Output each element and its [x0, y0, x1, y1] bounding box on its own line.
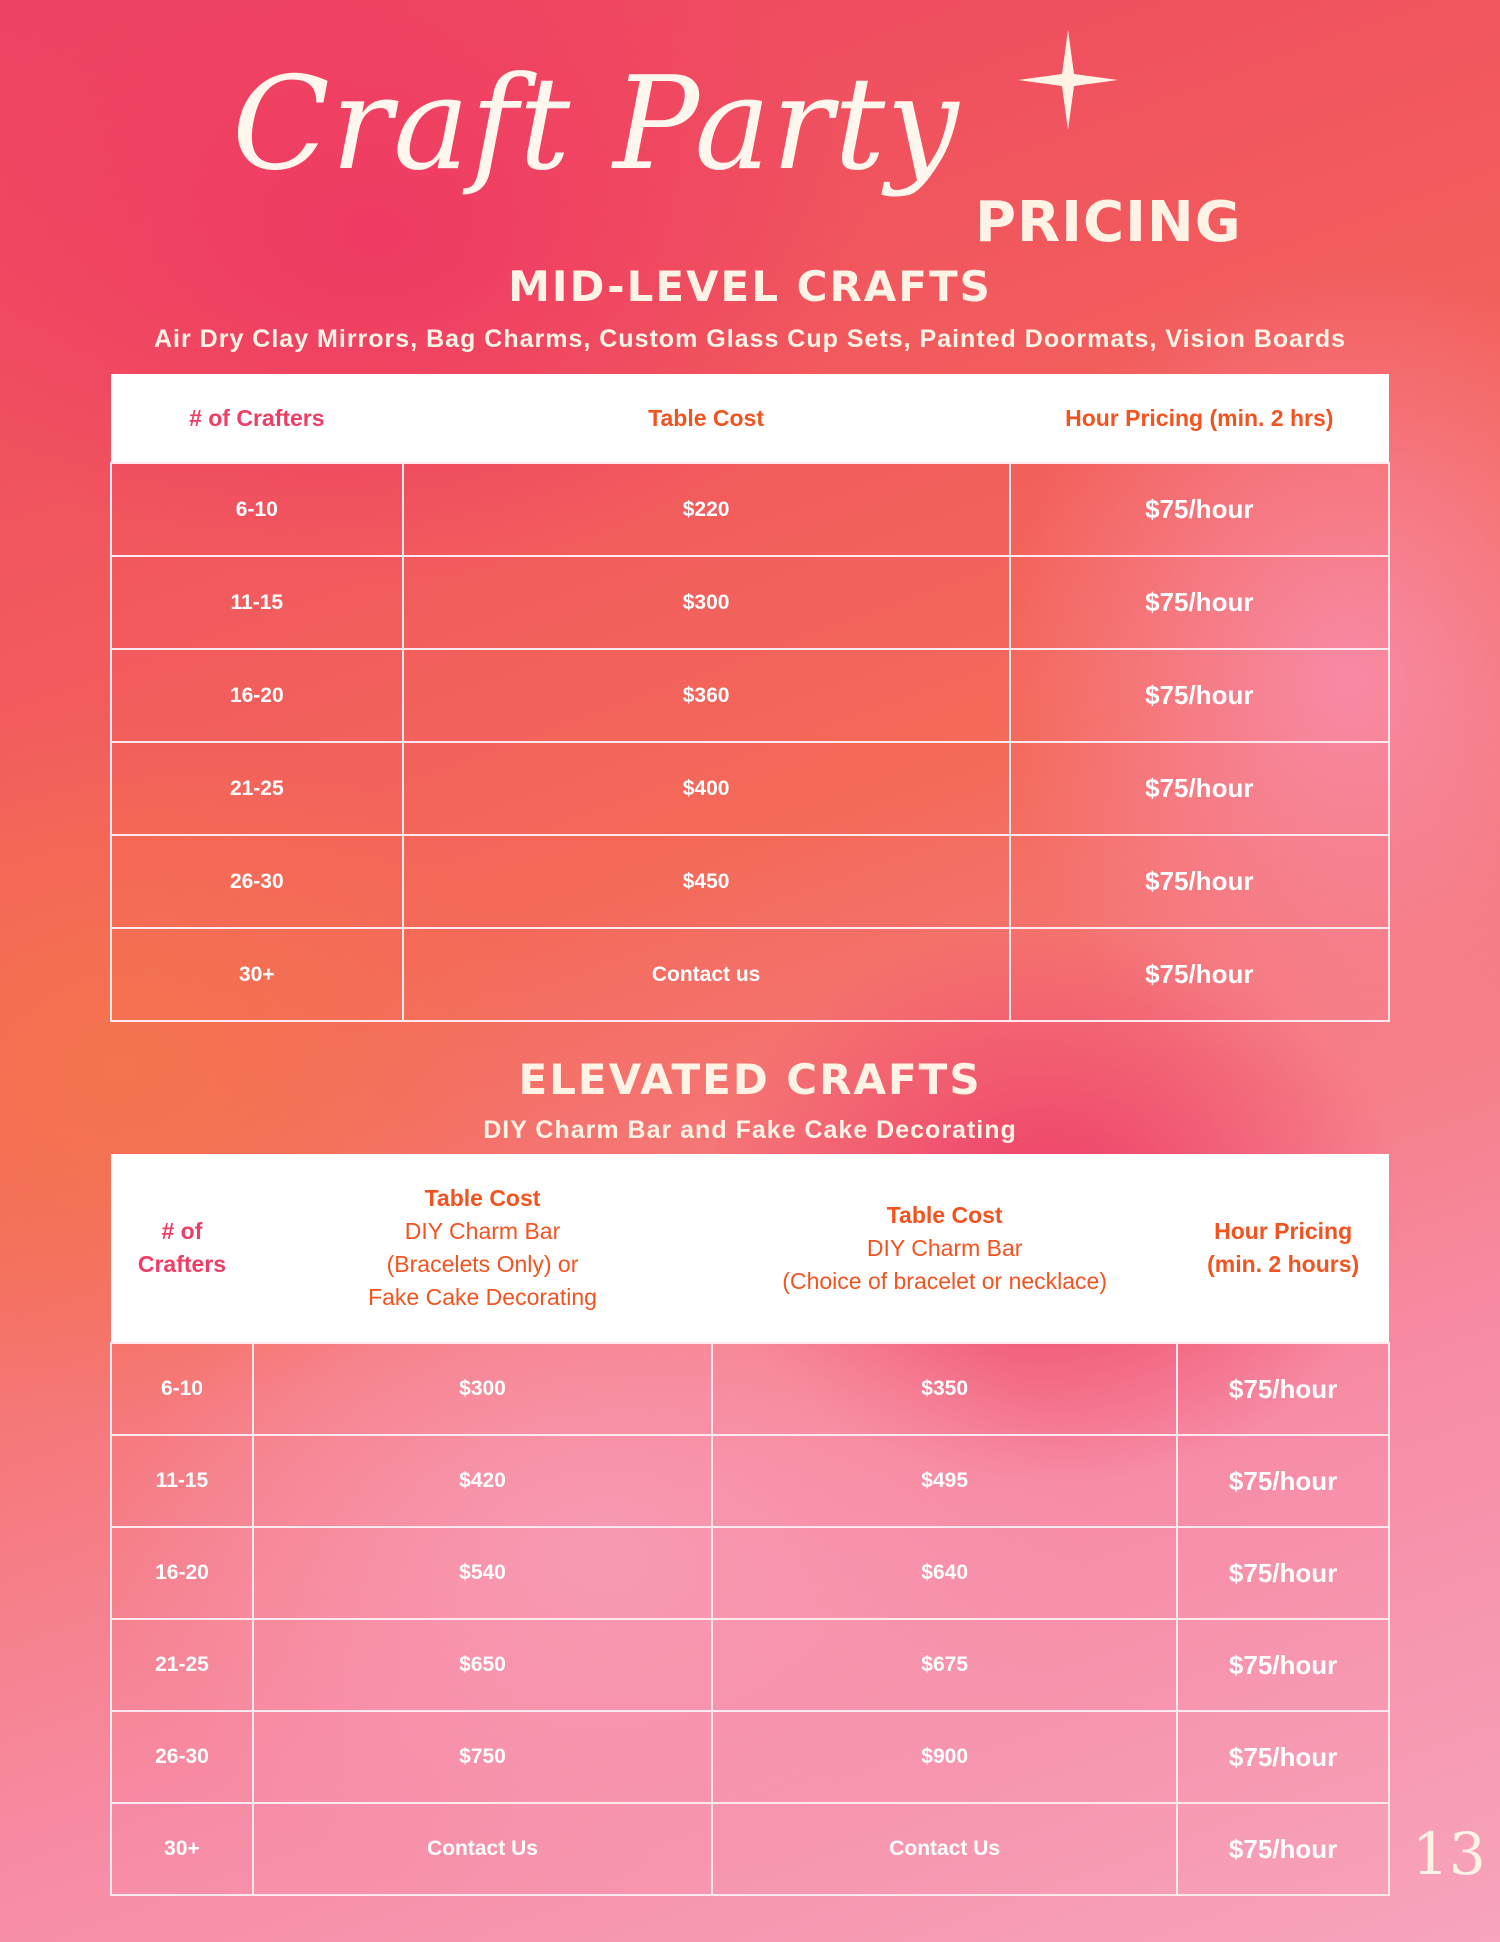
table-cost-bracelets-cell: Contact Us — [253, 1803, 712, 1895]
table-cost-cell: Contact us — [403, 928, 1010, 1021]
crafters-cell: 30+ — [111, 928, 403, 1021]
hour-pricing-cell: $75/hour — [1177, 1711, 1389, 1803]
column-header-line: DIY Charm Bar — [404, 1218, 561, 1244]
column-header-line: (Choice of bracelet or necklace) — [782, 1267, 1108, 1294]
table-cost-cell: $360 — [403, 649, 1010, 742]
column-header-line: (Bracelets Only) or — [386, 1251, 579, 1277]
table-row — [111, 649, 1389, 742]
crafters-cell: 30+ — [111, 1803, 253, 1895]
column-header-crafters — [111, 1154, 253, 1343]
table-cost-cell: $400 — [403, 742, 1010, 835]
hour-pricing-cell: $75/hour — [1010, 742, 1389, 835]
mid-level-title: MID-LEVEL CRAFTS — [508, 262, 992, 311]
column-header-table-cost-bracelets — [253, 1154, 712, 1343]
table-row — [111, 1343, 1389, 1435]
mid-level-pricing-table — [110, 374, 1390, 1022]
table-cost-cell: $450 — [403, 835, 1010, 928]
table-cost-choice-cell: $675 — [712, 1619, 1177, 1711]
hour-pricing-cell: $75/hour — [1010, 463, 1389, 556]
table-row — [111, 463, 1389, 556]
crafters-cell: 26-30 — [111, 1711, 253, 1803]
crafters-cell: 11-15 — [111, 556, 403, 649]
table-header-row — [111, 374, 1389, 463]
table-cost-cell: $300 — [403, 556, 1010, 649]
crafters-cell: 6-10 — [111, 463, 403, 556]
hour-pricing-cell: $75/hour — [1177, 1803, 1389, 1895]
table-cost-bracelets-cell: $750 — [253, 1711, 712, 1803]
crafters-cell: 21-25 — [111, 742, 403, 835]
table-cost-bracelets-cell: $650 — [253, 1619, 712, 1711]
table-cost-bracelets-cell: $300 — [253, 1343, 712, 1435]
crafters-cell: 16-20 — [111, 1527, 253, 1619]
table-cost-bracelets-cell: $420 — [253, 1435, 712, 1527]
column-header-table-cost: Table Cost — [403, 374, 1010, 463]
table-row — [111, 835, 1389, 928]
table-cost-choice-cell: Contact Us — [712, 1803, 1177, 1895]
column-header-line: Fake Cake Decorating — [368, 1284, 597, 1310]
table-cost-choice-cell: $640 — [712, 1527, 1177, 1619]
table-row — [111, 1711, 1389, 1803]
column-header-line: DIY Charm Bar — [866, 1234, 1023, 1261]
table-cost-choice-cell: $350 — [712, 1343, 1177, 1435]
hour-pricing-cell: $75/hour — [1010, 835, 1389, 928]
mid-level-subtitle: Air Dry Clay Mirrors, Bag Charms, Custom Glass Cup Sets, Painted Doormats, Vision Boards — [154, 325, 1346, 353]
column-header-line: # of — [161, 1218, 203, 1244]
crafters-cell: 11-15 — [111, 1435, 253, 1527]
hour-pricing-cell: $75/hour — [1177, 1435, 1389, 1527]
hour-pricing-cell: $75/hour — [1177, 1527, 1389, 1619]
crafters-cell: 26-30 — [111, 835, 403, 928]
page-number: 13 — [1412, 1820, 1486, 1888]
crafters-cell: 16-20 — [111, 649, 403, 742]
elevated-pricing-table — [110, 1154, 1390, 1896]
table-cost-cell: $220 — [403, 463, 1010, 556]
hour-pricing-cell: $75/hour — [1010, 556, 1389, 649]
page-title: Craft Party — [232, 50, 960, 199]
elevated-title: ELEVATED CRAFTS — [518, 1055, 982, 1104]
column-header-lead: Table Cost — [424, 1185, 541, 1211]
crafters-cell: 6-10 — [111, 1343, 253, 1435]
table-cost-choice-cell: $495 — [712, 1435, 1177, 1527]
table-header-row — [111, 1154, 1389, 1343]
table-row — [111, 1803, 1389, 1895]
column-header-hour-pricing: Hour Pricing (min. 2 hrs) — [1010, 374, 1389, 463]
table-row — [111, 742, 1389, 835]
column-header-lead: Table Cost — [886, 1201, 1003, 1228]
hour-pricing-cell: $75/hour — [1177, 1343, 1389, 1435]
hour-pricing-cell: $75/hour — [1010, 928, 1389, 1021]
column-header-line: Crafters — [137, 1251, 227, 1277]
hour-pricing-cell: $75/hour — [1177, 1619, 1389, 1711]
elevated-subtitle: DIY Charm Bar and Fake Cake Decorating — [483, 1116, 1017, 1144]
crafters-cell: 21-25 — [111, 1619, 253, 1711]
table-row — [111, 1619, 1389, 1711]
table-cost-bracelets-cell: $540 — [253, 1527, 712, 1619]
table-row — [111, 1435, 1389, 1527]
table-row — [111, 556, 1389, 649]
column-header-line: (min. 2 hours) — [1207, 1251, 1360, 1277]
sparkle-icon — [1018, 30, 1118, 130]
hour-pricing-cell: $75/hour — [1010, 649, 1389, 742]
table-cost-choice-cell: $900 — [712, 1711, 1177, 1803]
column-header-line: Hour Pricing — [1214, 1218, 1353, 1244]
column-header-crafters: # of Crafters — [111, 374, 403, 463]
column-header-table-cost-choice — [712, 1154, 1177, 1343]
page-subtitle: PRICING — [975, 190, 1242, 255]
column-header-hour-pricing — [1177, 1154, 1389, 1343]
table-row — [111, 928, 1389, 1021]
table-row — [111, 1527, 1389, 1619]
